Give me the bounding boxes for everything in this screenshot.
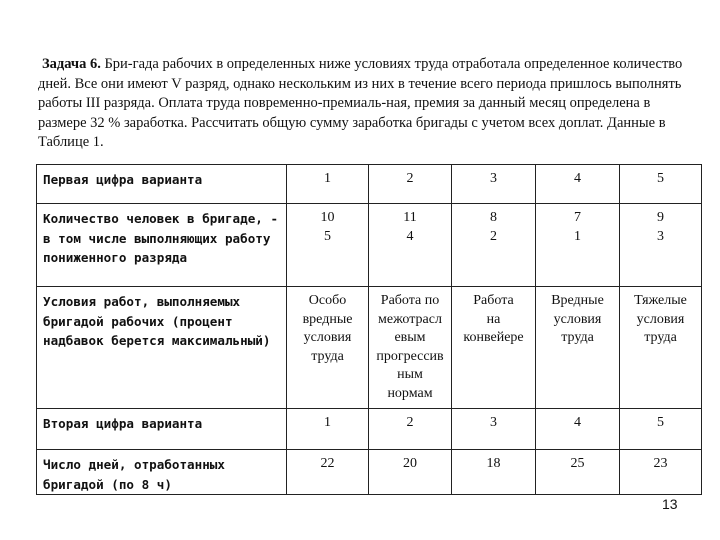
cell-line: Тяжелые	[634, 293, 687, 308]
table-row	[37, 287, 702, 409]
table-row	[37, 409, 702, 450]
table-cell	[369, 287, 452, 409]
table-cell	[287, 450, 369, 495]
table-cell	[452, 409, 536, 450]
table-cell	[452, 287, 536, 409]
cell-line: условия	[303, 330, 352, 345]
cell-line: 5	[657, 171, 664, 186]
table-cell	[287, 287, 369, 409]
table-cell	[287, 204, 369, 287]
table-cell	[620, 450, 702, 495]
table-cell	[369, 204, 452, 287]
table-cell	[452, 450, 536, 495]
cell-line: труда	[311, 348, 344, 364]
cell-line: 8	[490, 210, 497, 225]
cell-line: 2	[406, 171, 414, 186]
cell-line: Особо	[308, 293, 347, 308]
cell-line: 5	[324, 228, 331, 244]
row-label: Число дней, отработанных бригадой (по 8 ч)	[37, 450, 287, 495]
cell-line: межотрасл	[378, 311, 442, 327]
cell-line: 22	[320, 456, 335, 471]
table-cell	[369, 409, 452, 450]
table-cell	[369, 450, 452, 495]
table-row	[37, 450, 702, 495]
cell-line: 11	[403, 210, 417, 225]
task-paragraph	[38, 55, 688, 153]
cell-line: 7	[574, 210, 581, 225]
cell-line: 1	[574, 228, 581, 244]
variants-table	[36, 164, 702, 495]
row-label: Условия работ, выполняемых бригадой рабочих (процент надбавок берется максимальный)	[37, 287, 287, 409]
table-cell	[620, 287, 702, 409]
cell-line: ным	[397, 367, 423, 382]
cell-line: 4	[574, 415, 581, 430]
cell-line: 1	[324, 171, 331, 186]
cell-line: 5	[657, 415, 664, 430]
table-cell	[287, 165, 369, 204]
table-cell	[536, 450, 620, 495]
cell-line: 3	[657, 228, 664, 244]
table-cell	[536, 204, 620, 287]
row-label: Первая цифра варианта	[37, 165, 287, 204]
cell-line: 9	[657, 210, 664, 225]
cell-line: 1	[324, 415, 331, 430]
table-cell	[620, 409, 702, 450]
cell-line: вредные	[302, 311, 353, 327]
table-cell	[536, 165, 620, 204]
cell-line: труда	[644, 330, 677, 345]
cell-line: конвейере	[463, 330, 524, 345]
cell-line: 10	[320, 210, 335, 225]
cell-line: 25	[570, 456, 585, 471]
table-row	[37, 204, 702, 287]
task-text: Бри-гада рабочих в определенных ниже условиях труда отработала определенное количество дней. Все они имеют V разряд, однако нескольким из них в течение всего периода пришлось выполнять работы III разряда. Оплата труда повременно-премиаль-ная, премия за данный месяц определена в размере 32 % заработка. Рассчитать общую сумму заработка бригады с учетом всех доплат. Данные в Таблице 1.	[38, 56, 683, 150]
cell-line: на	[486, 311, 501, 327]
table-cell	[452, 204, 536, 287]
cell-line: нормам	[387, 385, 433, 401]
cell-line: 3	[490, 171, 497, 186]
cell-line: прогрессив	[376, 348, 444, 364]
task-label: Задача 6.	[42, 56, 101, 72]
table-cell	[287, 409, 369, 450]
cell-line: 3	[490, 415, 497, 430]
cell-line: условия	[636, 311, 685, 327]
cell-line: 23	[653, 456, 668, 471]
cell-line: Работа	[473, 293, 514, 308]
table-cell	[620, 204, 702, 287]
cell-line: 2	[490, 228, 497, 244]
cell-line: 4	[574, 171, 581, 186]
cell-line: Вредные	[551, 293, 604, 308]
table-row	[37, 165, 702, 204]
cell-line: 4	[406, 228, 414, 244]
cell-line: условия	[553, 311, 602, 327]
page-number: 13	[662, 496, 678, 512]
cell-line: 2	[406, 415, 414, 430]
cell-line: 20	[403, 456, 417, 471]
table-cell	[536, 409, 620, 450]
cell-line: 18	[486, 456, 501, 471]
cell-line: Работа по	[380, 293, 440, 308]
cell-line: евым	[394, 330, 426, 345]
table-cell	[536, 287, 620, 409]
row-label: Вторая цифра варианта	[37, 409, 287, 450]
table-cell	[452, 165, 536, 204]
table-cell	[369, 165, 452, 204]
cell-line: труда	[561, 330, 594, 345]
row-label: Количество человек в бригаде, - в том числе выполняющих работу пониженного разряда	[37, 204, 287, 287]
table-cell	[620, 165, 702, 204]
